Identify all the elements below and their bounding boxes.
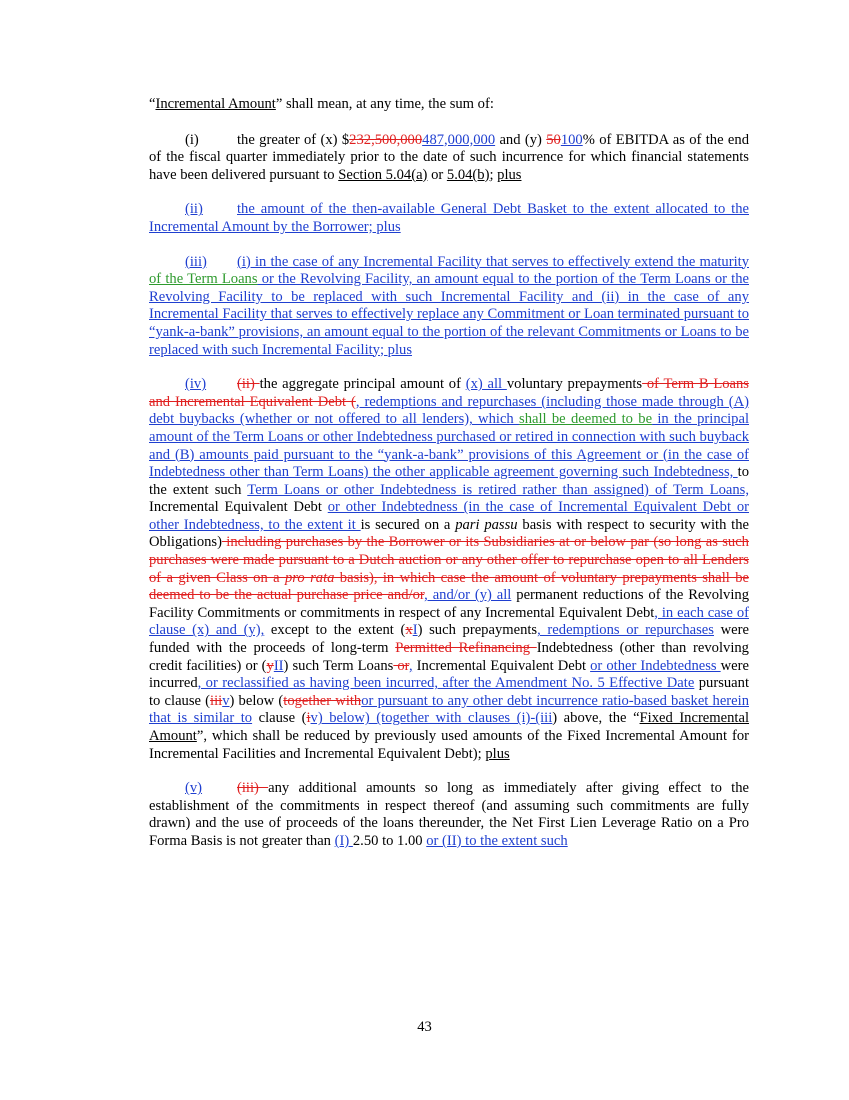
deleted-text: 232,500,000 bbox=[349, 131, 423, 148]
text: clause ( bbox=[252, 710, 307, 727]
text: ) below ( bbox=[229, 692, 284, 709]
inserted-text: (x) all bbox=[465, 376, 507, 393]
deleted-text: including purchases bbox=[221, 534, 348, 551]
inserted-text: or other Indebtedness (in the case of Incremental Equivalent Debt or other Indebtedness, to the extent it bbox=[149, 499, 749, 533]
text: or bbox=[427, 166, 447, 183]
section-ref: Section 5.04(a) bbox=[338, 166, 428, 183]
inserted-text: , bbox=[408, 657, 413, 674]
text: the aggregate principal amount of bbox=[259, 376, 466, 393]
clause-number: (ii) bbox=[185, 201, 203, 218]
text: Incremental Equivalent Debt bbox=[149, 499, 328, 516]
deleted-text: x bbox=[405, 622, 413, 639]
text: the greater of (x) $ bbox=[237, 131, 350, 148]
clause-number: (v) bbox=[185, 780, 203, 797]
text: any additional amounts so long as immediately after giving effect to the establishment of the commitments in respect thereof (and assuming such commitments are fully drawn) and the use of proceeds of the loans thereunder, the Net First Lien Leverage Ratio on a Pro Forma Basis is not greater than bbox=[149, 780, 749, 849]
inserted-text: , redemptions and repurchases (including those made through (A) debt buybacks (whether or not offered to all lenders), which bbox=[149, 393, 749, 428]
text: pursuant to clause ( bbox=[149, 675, 749, 709]
text: basis with respect to security with the Obligations) bbox=[149, 516, 749, 551]
inserted-text: , or reclassified as having been incurred, after the Amendment No. 5 Effective Date bbox=[197, 675, 695, 692]
inserted-text: , and/or (y) all bbox=[424, 587, 512, 604]
text: ; bbox=[489, 166, 498, 183]
text: % of EBITDA as of the end of the fiscal quarter immediately prior to the date of such incurrence for which financial statements have been delivered pursuant to bbox=[149, 131, 749, 183]
open-quote: “ bbox=[149, 96, 156, 112]
inserted-text: , in each case of clause (x) and (y), bbox=[149, 604, 749, 639]
section-ref: 5.04(b) bbox=[446, 166, 490, 183]
deleted-text: or bbox=[393, 657, 409, 674]
text: except to the extent ( bbox=[264, 622, 406, 639]
inserted-text: II bbox=[273, 657, 284, 674]
definition-heading bbox=[149, 96, 749, 114]
deleted-text: together with bbox=[283, 692, 362, 709]
text: ) above, the “ bbox=[552, 710, 640, 727]
text: 2.50 to 1.00 bbox=[352, 832, 427, 849]
page-number: 43 bbox=[417, 1019, 432, 1035]
text: Incremental Equivalent Debt bbox=[412, 657, 591, 674]
document-page bbox=[149, 96, 749, 868]
deleted-text: iii bbox=[210, 692, 223, 709]
text: were incurred bbox=[149, 657, 749, 692]
deleted-moved-text: by the Borrower or its Subsidiaries at or below par bbox=[347, 534, 650, 551]
clause-i bbox=[149, 132, 749, 185]
text: is secured on a bbox=[360, 516, 456, 533]
inserted-text: or the Revolving Facility, an amount equal to the portion of the Term Loans or the Revolving Facility to be replaced with such Incremental Facility and (ii) in the case of any Incremental Facility that serves to effectively replace any Commitment or Loan terminated pursuant to “yank-a-bank” provisions, an amount equal to the portion of the relevant Commitments or Loans to be replaced with such Incremental Facility; plus bbox=[149, 271, 749, 358]
moved-text: shall be deemed to be bbox=[519, 411, 653, 428]
deleted-text: of Term B Loans and Incremental Equivalent Debt ( bbox=[149, 376, 749, 410]
inserted-text: in the principal amount of the Term Loans or other Indebtedness purchased or retired in connection with such buyback and (B) amounts paid pursuant to the “yank-a-bank” provisions of this Agreement or (in the case of Indebtedness other than Term Loans) the other applicable agreement governing such Indebtedness, bbox=[149, 411, 750, 481]
clause-iv bbox=[149, 376, 749, 763]
deleted-text: y bbox=[266, 657, 274, 674]
clause-number: (iii) bbox=[185, 253, 207, 270]
inserted-text: (I) bbox=[334, 832, 353, 849]
inserted-text: Term Loans or other Indebtedness is retired rather than assigned) of Term Loans, bbox=[247, 481, 749, 498]
inserted-text: v) below) (together with clauses (i)-(iii bbox=[310, 710, 553, 727]
clause-v bbox=[149, 780, 749, 850]
inserted-text: (i) in the case of any Incremental Facility that serves to effectively extend the maturity bbox=[237, 253, 749, 270]
inserted-text: or pursuant to any other debt incurrence ratio-based basket herein that is similar to bbox=[149, 692, 749, 727]
deleted-text: 50 bbox=[546, 131, 561, 148]
text: Indebtedness (other than revolving credit facilities) or ( bbox=[149, 640, 749, 674]
deleted-text: i bbox=[306, 710, 311, 727]
deleted-text: (iii) bbox=[237, 780, 269, 797]
inserted-text: 487,000,000 bbox=[422, 131, 496, 148]
text: permanent reductions of the Revolving Facility Commitments or commitments in respect of any Incremental Equivalent Debt bbox=[149, 587, 750, 621]
text: ”, which shall be reduced by previously used amounts of the Fixed Incremental Amount for Incremental Facilities and Incremental Equivalent Debt); bbox=[149, 728, 749, 762]
text: and (y) bbox=[495, 131, 547, 148]
inserted-text: the amount of the then-available General Debt Basket to the extent allocated to the Incremental Amount by the Borrower; plus bbox=[149, 201, 749, 235]
inserted-text: v bbox=[222, 692, 230, 709]
defined-term: Fixed Incremental Amount bbox=[149, 710, 750, 744]
deleted-italic-text: pro rata bbox=[285, 569, 335, 586]
text: to the extent such bbox=[149, 464, 749, 498]
text: ) such Term Loans bbox=[283, 657, 394, 674]
text: ) such prepayments bbox=[417, 622, 538, 639]
italic-text: pari passu bbox=[455, 516, 518, 533]
deleted-text: (ii) bbox=[237, 376, 260, 393]
text: were funded with the proceeds of long-term bbox=[149, 622, 749, 657]
inserted-text: 100 bbox=[560, 131, 583, 148]
inserted-text: or other Indebtedness bbox=[590, 657, 721, 674]
plus-word: plus bbox=[497, 166, 522, 183]
plus-word: plus bbox=[485, 745, 510, 762]
clause-ii bbox=[149, 201, 749, 236]
moved-text: of the Term Loans bbox=[149, 271, 258, 288]
deleted-text: (so long as such purchases were made pursuant to a Dutch auction or any other offer to repurchase open to all Lenders of a given Class on a bbox=[149, 534, 749, 586]
inserted-text: or (II) to the extent such bbox=[426, 832, 568, 849]
deleted-text: basis), in which case the amount of voluntary prepayments shall be deemed to be the actual purchase price and/or bbox=[149, 569, 749, 604]
text: voluntary prepayments bbox=[506, 376, 643, 393]
inserted-text: I bbox=[412, 622, 418, 639]
clause-iii bbox=[149, 254, 749, 360]
clause-number: (i) bbox=[185, 131, 199, 148]
heading-text: ” shall mean, at any time, the sum of: bbox=[275, 96, 494, 112]
clause-number: (iv) bbox=[185, 376, 207, 393]
defined-term: Incremental Amount bbox=[155, 96, 276, 112]
inserted-text: , redemptions or repurchases bbox=[537, 622, 714, 639]
deleted-text: Permitted Refinancing bbox=[395, 640, 537, 657]
